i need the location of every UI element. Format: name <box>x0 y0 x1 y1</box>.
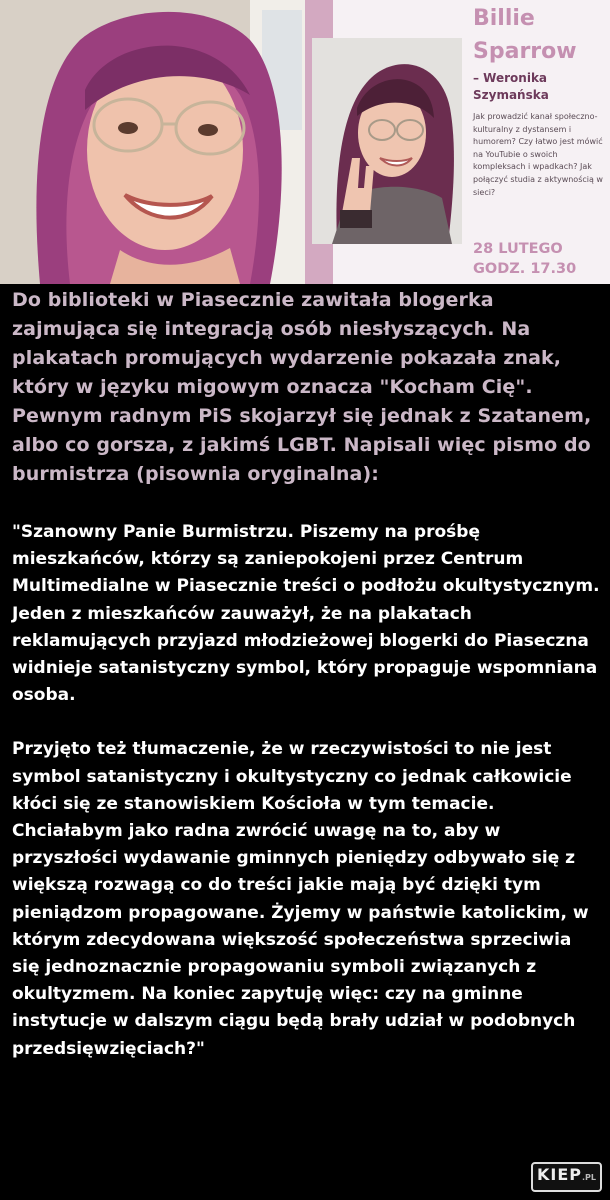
letter-paragraph: Przyjęto też tłumaczenie, że w rzeczywistości to nie jest symbol satanistyczny i okultystyczny co jednak całkowicie kłóci się ze stanowiskiem Kościoła w tym temacie. Chciałabym jako radna zwrócić uwagę na to, aby w przyszłości wydawanie gminnych pieniędzy odbywało się z większą rozwagą co do treści jakie mają być dzięki tym pieniądzom propagowane. Żyjemy w państwie katolickim, w którym zdecydowana większość społeczeństwa sprzeciwia się jednoznacznie propagowaniu symboli związanych z okultyzmem. Na koniec zapytuję więc: czy na gminne instytucje w dalszym ciągu będą brały udział w podobnych przedsięwzięciach?" <box>12 739 589 1059</box>
poster-author-line: Szymańska <box>473 88 549 102</box>
poster-author-line: – Weronika <box>473 71 548 85</box>
letter-paragraph: "Szanowny Panie Burmistrzu. Piszemy na prośbę mieszkańców, którzy są zaniepokojeni przez Centrum Multimedialne w Piasecznie treści o podłożu okultystycznym. Jeden z mieszkańców zauważył, że na plakatach reklamujących przyjazd młodzieżowej blogerki do Piaseczna widnieje satanistyczny symbol, który propaguje wspomniana osoba. <box>12 522 600 706</box>
poster-questions: Jak prowadzić kanał społeczno-kulturalny z dystansem i humorem? Czy łatwo jest mówić na YouTubie o swoich kompleksach i wpadkach? Jak połączyć studia z aktywnością w sieci? <box>473 112 603 197</box>
portrait-photo <box>0 0 305 284</box>
poster-photo <box>312 38 462 244</box>
poster-title-line: Billie <box>473 6 535 31</box>
watermark-suffix: .PL <box>582 1173 596 1182</box>
poster-photo-illustration <box>312 38 462 244</box>
poster-time-line: GODZ. 17.30 <box>473 261 577 277</box>
site-watermark-logo <box>531 1162 602 1192</box>
article-headline: Do biblioteki w Piasecznie zawitała blogerka zajmująca się integracją osób niesłyszących. Na plakatach promujących wydarzenie pokazała znak, który w języku migowym oznacza "Kocham Cię". Pewnym radnym PiS skojarzył się jednak z Szatanem, albo co gorsza, z jakimś LGBT. Napisali więc pismo do burmistrza (pisownia oryginalna): <box>12 289 592 485</box>
poster-title-line: Sparrow <box>473 39 577 64</box>
poster-title <box>473 2 610 68</box>
article-body <box>12 286 604 1063</box>
poster-date-line: 28 LUTEGO <box>473 241 563 257</box>
watermark-brand: KIEP <box>536 1165 582 1184</box>
poster-author <box>473 70 610 104</box>
hero-images <box>0 0 610 284</box>
event-poster <box>305 0 610 284</box>
poster-date <box>473 239 610 279</box>
portrait-illustration <box>0 0 305 284</box>
